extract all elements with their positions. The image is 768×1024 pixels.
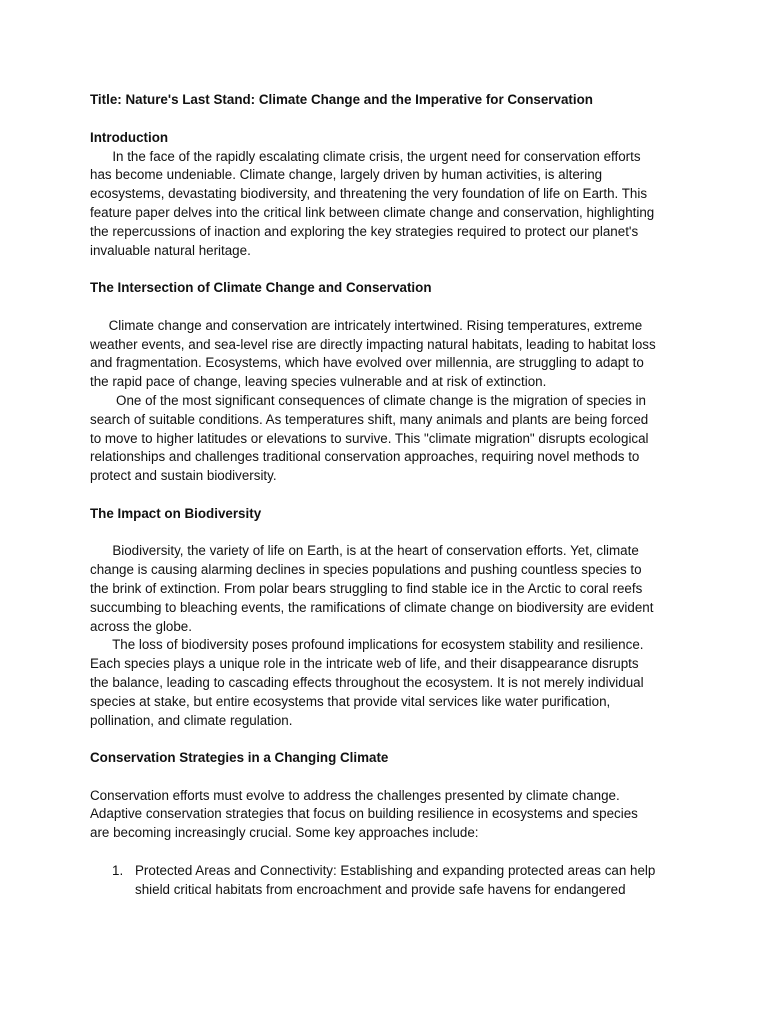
text-line: Adaptive conservation strategies that focus on building resilience in ecosystems and species [90, 806, 638, 822]
text-line: One of the most significant consequences of climate change is the migration of species in [90, 392, 647, 408]
text-line: Protected Areas and Connectivity: Establishing and expanding protected areas can help [135, 862, 656, 878]
text-line: Each species plays a unique role in the intricate web of life, and their disappearance disrupts [90, 656, 639, 672]
text-line: search of suitable conditions. As temperatures shift, many animals and plants are being forced [90, 411, 649, 427]
text-line: Conservation efforts must evolve to address the challenges presented by climate change. [90, 787, 620, 803]
list-item-text [135, 862, 678, 900]
text-line: shield critical habitats from encroachment and provide safe havens for endangered [135, 881, 626, 897]
text-line: The loss of biodiversity poses profound implications for ecosystem stability and resilience. [90, 637, 644, 653]
text-line: the rapid pace of change, leaving species vulnerable and at risk of extinction. [90, 374, 547, 390]
paragraph [90, 787, 678, 843]
text-line: relationships and challenges traditional conservation approaches, requiring novel methods to [90, 449, 640, 465]
section-heading-intersection: The Intersection of Climate Change and Conservation [90, 280, 432, 296]
paragraph [90, 542, 678, 636]
text-line: In the face of the rapidly escalating climate crisis, the urgent need for conservation efforts [90, 148, 641, 164]
text-line: the repercussions of inaction and exploring the key strategies required to protect our planet's [90, 223, 639, 239]
text-line: has become undeniable. Climate change, largely driven by human activities, is altering [90, 167, 603, 183]
text-line: the brink of extinction. From polar bears struggling to find stable ice in the Arctic to coral reefs [90, 580, 643, 596]
paragraph [90, 148, 678, 261]
text-line: ecosystems, devastating biodiversity, and threatening the very foundation of life on Earth. This [90, 186, 648, 202]
text-line: pollination, and climate regulation. [90, 712, 293, 728]
text-line: feature paper delves into the critical link between climate change and conservation, highlighting [90, 204, 655, 220]
text-line: invaluable natural heritage. [90, 242, 251, 258]
text-line: change is causing alarming declines in species populations and pushing countless species to [90, 562, 642, 578]
section-heading-biodiversity: The Impact on Biodiversity [90, 505, 262, 521]
text-line: Biodiversity, the variety of life on Earth, is at the heart of conservation efforts. Yet, climate [90, 543, 639, 559]
paragraph [90, 317, 678, 392]
text-line: across the globe. [90, 618, 192, 634]
section-heading-strategies: Conservation Strategies in a Changing Climate [90, 750, 389, 766]
text-line: to move to higher latitudes or elevations to survive. This "climate migration" disrupts ecological [90, 430, 649, 446]
list-number: 1. [112, 862, 124, 878]
text-line: Climate change and conservation are intricately intertwined. Rising temperatures, extreme [90, 317, 643, 333]
section-heading-introduction: Introduction [90, 129, 169, 145]
text-line: the balance, leading to cascading effects throughout the ecosystem. It is not merely individual [90, 674, 644, 690]
document-title: Title: Nature's Last Stand: Climate Change and the Imperative for Conservation [90, 92, 593, 107]
list-item [90, 862, 678, 900]
text-line: protect and sustain biodiversity. [90, 468, 277, 484]
text-line: weather events, and sea-level rise are directly impacting natural habitats, leading to habitat loss [90, 336, 656, 352]
strategy-list [90, 862, 678, 900]
paragraph [90, 392, 678, 486]
text-line: succumbing to bleaching events, the ramifications of climate change on biodiversity are evident [90, 599, 654, 615]
text-line: are becoming increasingly crucial. Some key approaches include: [90, 825, 479, 841]
paragraph [90, 636, 678, 730]
text-line: and fragmentation. Ecosystems, which have evolved over millennia, are struggling to adapt to [90, 355, 644, 371]
document-page [90, 91, 678, 899]
text-line: species at stake, but entire ecosystems that provide vital services like water purification, [90, 693, 611, 709]
